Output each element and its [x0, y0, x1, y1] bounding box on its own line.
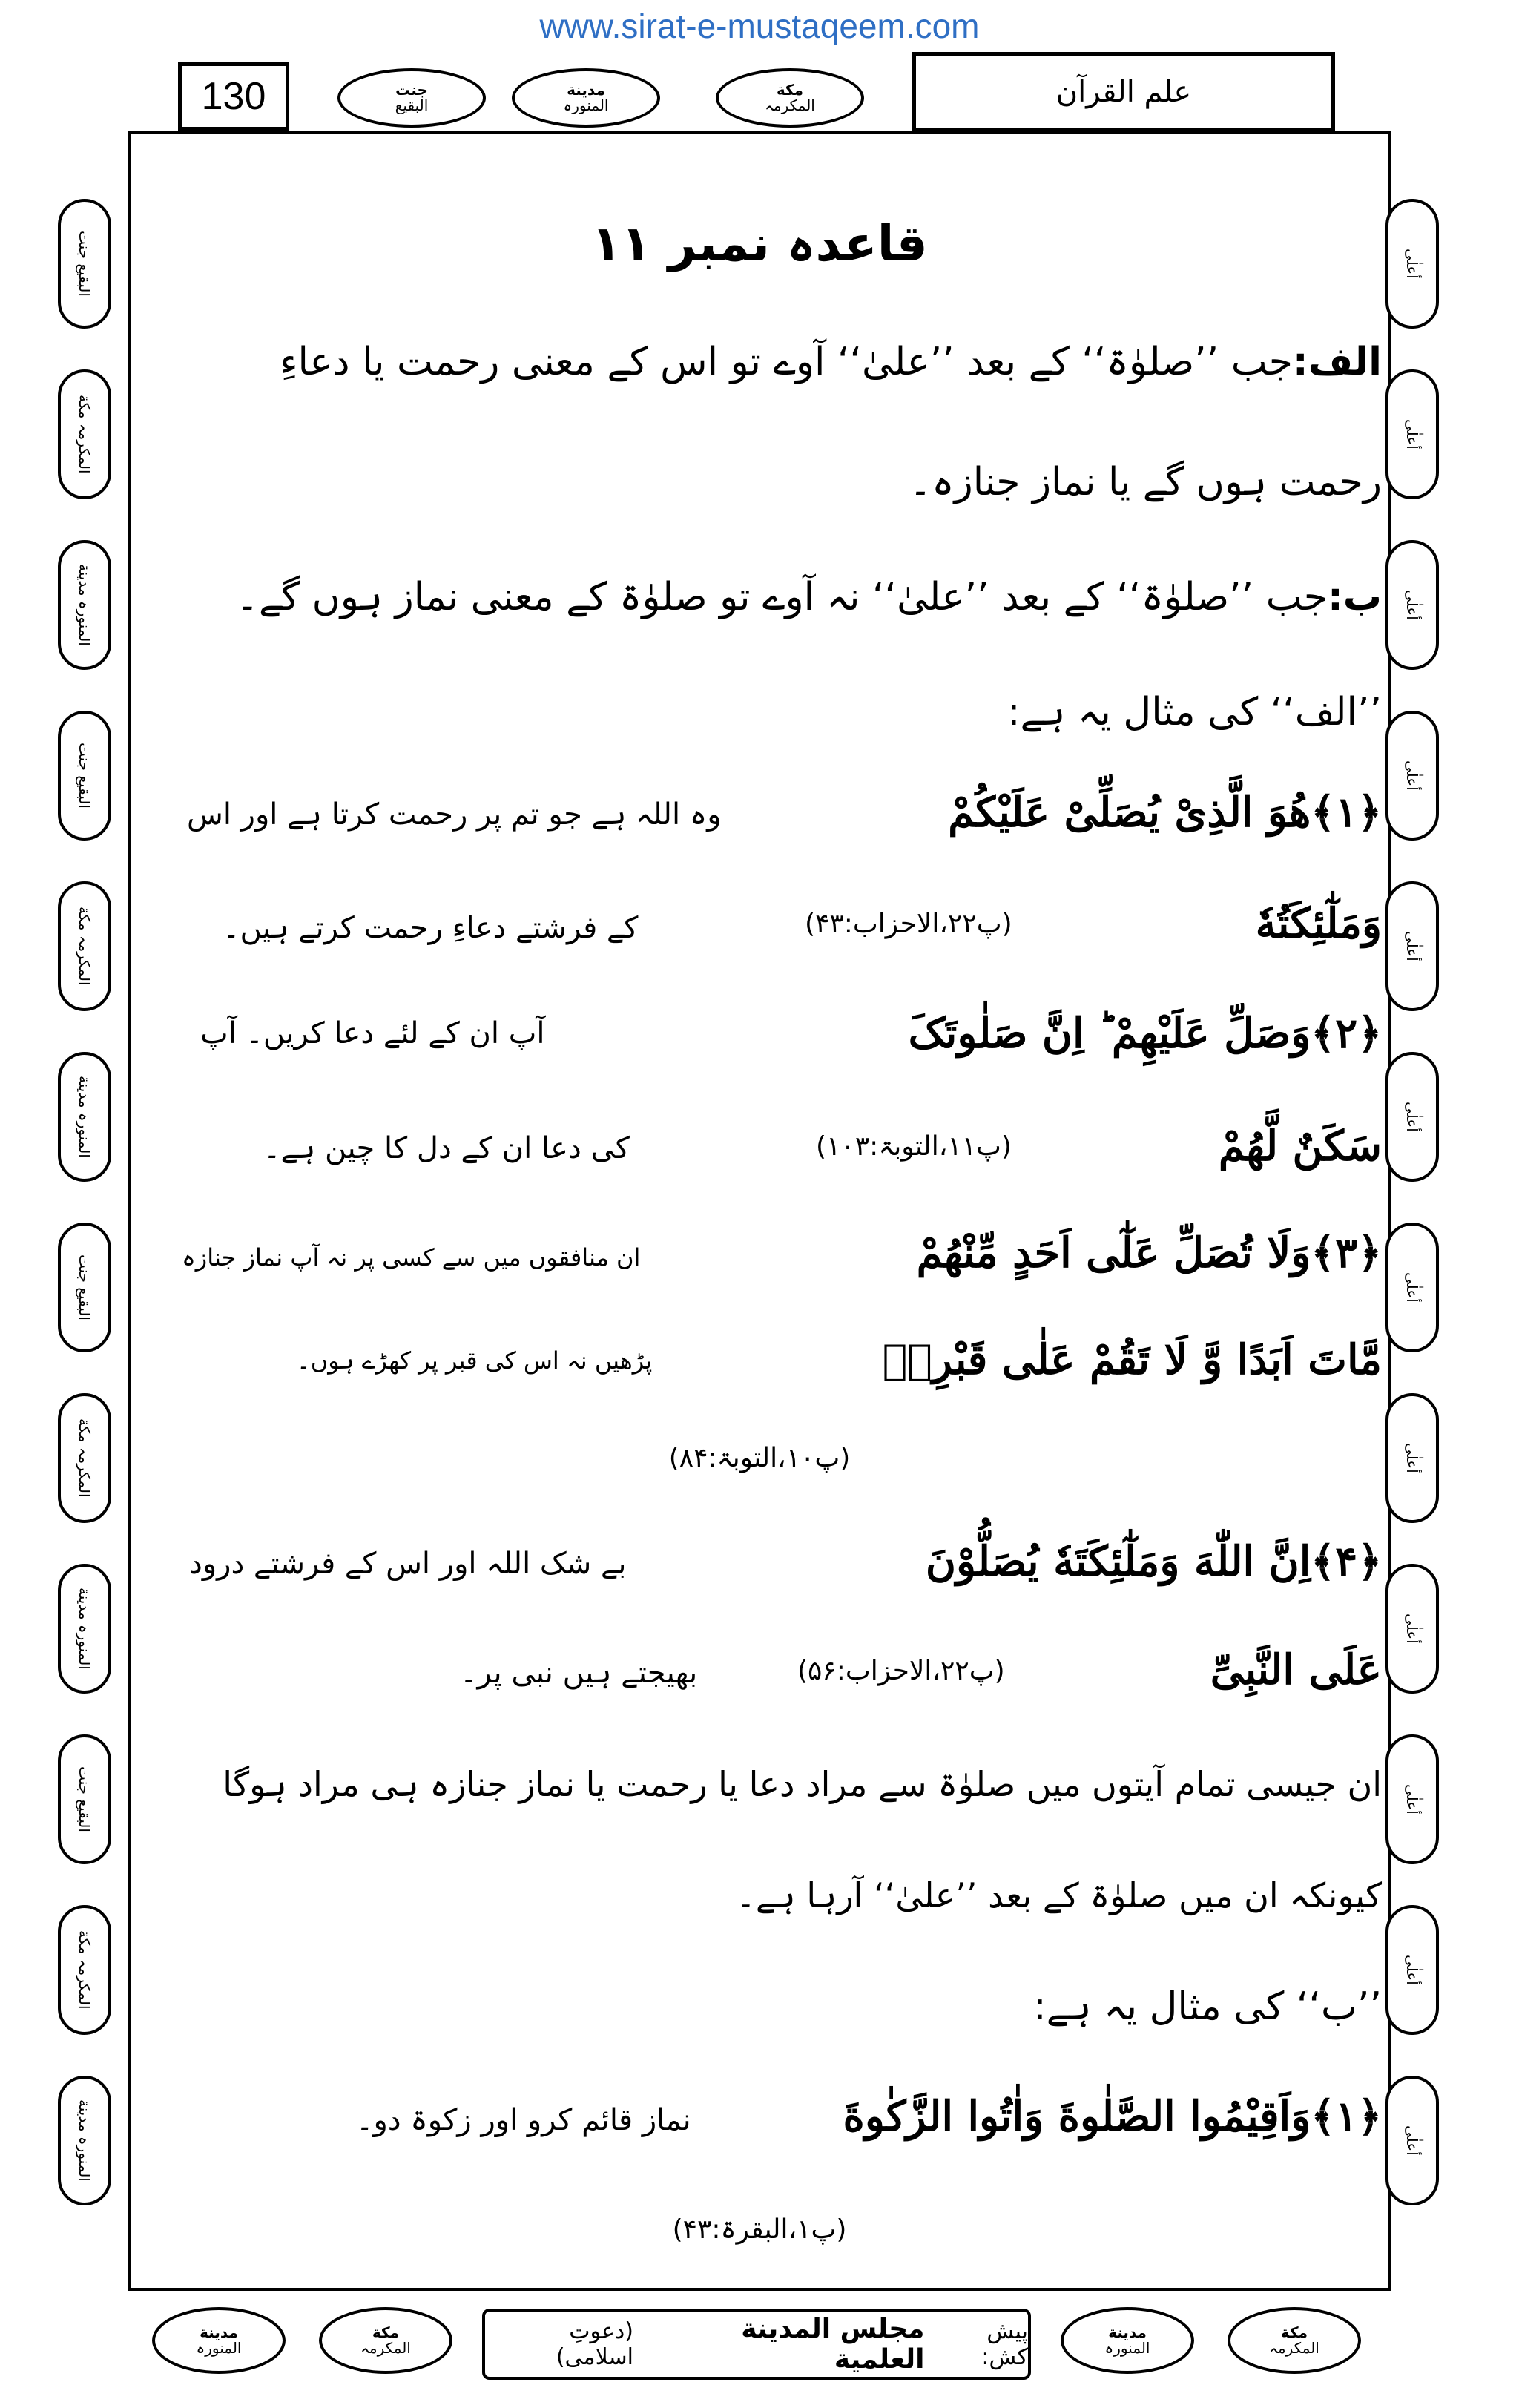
example2-arabic-line2: سَکَنٌ لَّهُمْ	[1218, 1122, 1382, 1171]
badge-line1: مدینة	[567, 81, 605, 99]
side-tab-left	[58, 1223, 111, 1352]
side-tab-label: المنورہ مدینة	[76, 1076, 93, 1158]
example2-translation-line1: آپ ان کے لئے دعا کریں۔ آپ	[200, 1016, 545, 1050]
side-tab-label: أعلٰی	[1403, 1955, 1421, 1985]
side-tab-label: أعلٰی	[1403, 1102, 1421, 1132]
side-tab-label: المنورہ مدینة	[76, 564, 93, 646]
rule-be-line	[236, 575, 1382, 619]
badge-line2: المنورہ	[563, 96, 609, 114]
side-tab-right	[1385, 1223, 1439, 1352]
badge-line1: مدینة	[1108, 2323, 1147, 2341]
rule-heading: قاعدہ نمبر ۱۱	[591, 215, 928, 272]
example5-translation: نماز قائم کرو اور زکوۃ دو۔	[356, 2103, 691, 2137]
rule-be-label: ب:	[1327, 575, 1382, 619]
example3-translation-line2: پڑھیں نہ اس کی قبر پر کھڑے ہوں۔	[297, 1346, 653, 1375]
example4-translation-line2: بھیجتے ہیں نبی پر۔	[460, 1656, 698, 1690]
side-tab-right	[1385, 540, 1439, 670]
side-tab-right	[1385, 2076, 1439, 2205]
example3-reference: (پ۱۰،التوبۃ:۸۴)	[668, 1443, 851, 1473]
side-tab-right	[1385, 1052, 1439, 1182]
side-tab-label: البقیع جنت	[76, 231, 93, 297]
presenter-note: (دعوتِ اسلامی)	[556, 2318, 633, 2370]
badge-line2: المنورہ	[196, 2339, 242, 2357]
example2-reference: (پ۱۱،التوبۃ:۱۰۳)	[816, 1131, 1012, 1162]
rule-alif-line2: رحمت ہوں گے یا نماز جنازہ۔	[909, 460, 1382, 504]
badge-line1: مکة	[776, 81, 804, 99]
presenter-label: پیش کش:	[981, 2318, 1028, 2370]
footer-badge-madina	[152, 2307, 286, 2374]
badge-line2: البقیع	[395, 96, 429, 114]
badge-line1: مدینة	[200, 2323, 238, 2341]
side-tab-label: المکرمہ مکة	[76, 907, 93, 986]
presenter-name: مجلس المدینة العلمیة	[741, 2314, 925, 2375]
badge-line1: جنت	[395, 81, 428, 99]
content-frame	[128, 131, 1391, 2291]
side-tab-right	[1385, 881, 1439, 1011]
side-tab-label: أعلٰی	[1403, 931, 1421, 961]
example4-arabic-line2: عَلَی النَّبِیِّ	[1210, 1645, 1382, 1694]
badge-madina	[512, 68, 660, 128]
side-tab-label: البقیع جنت	[76, 1766, 93, 1832]
side-tab-label: المکرمہ مکة	[76, 1930, 93, 2010]
side-tab-right	[1385, 1905, 1439, 2035]
rule-alif-label: الف:	[1292, 340, 1382, 384]
example4-arabic-line1: ﴿۴﴾اِنَّ اللّٰهَ وَمَلٰٓئِکَتَهٗ یُصَلُّوْنَ	[925, 1537, 1382, 1586]
summary-line1: ان جیسی تمام آیتوں میں صلوٰۃ سے مراد دعا یا رحمت یا نماز جنازہ ہی مراد ہوگا	[223, 1764, 1382, 1804]
side-tab-right	[1385, 1564, 1439, 1694]
example1-reference: (پ۲۲،الاحزاب:۴۳)	[805, 909, 1012, 939]
side-tab-left	[58, 881, 111, 1011]
side-tab-label: أعلٰی	[1403, 2125, 1421, 2156]
page-number: 130	[178, 62, 289, 131]
side-tab-label: أعلٰی	[1403, 1784, 1421, 1815]
side-tab-label: أعلٰی	[1403, 1272, 1421, 1303]
example4-reference: (پ۲۲،الاحزاب:۵۶)	[797, 1656, 1005, 1686]
example5-arabic: ﴿۱﴾وَاَقِیْمُوا الصَّلٰوةَ وَاٰتُوا الزَّکٰوةَ	[843, 2092, 1382, 2141]
example2-translation-line2: کی دعا ان کے دل کا چین ہے۔	[263, 1131, 630, 1165]
example3-translation-line1: ان منافقوں میں سے کسی پر نہ آپ نماز جنازہ	[182, 1243, 641, 1272]
side-tab-left	[58, 369, 111, 499]
badge-line2: المنورہ	[1104, 2339, 1150, 2357]
side-tab-right	[1385, 369, 1439, 499]
badge-makka	[716, 68, 864, 128]
side-tab-left	[58, 2076, 111, 2205]
side-tab-left	[58, 1734, 111, 1864]
side-tab-label: المنورہ مدینة	[76, 1588, 93, 1670]
side-tab-label: أعلٰی	[1403, 760, 1421, 791]
badge-jannat-ul-baqi	[337, 68, 486, 128]
side-tab-label: المنورہ مدینة	[76, 2099, 93, 2182]
alif-example-intro: ’’الف‘‘ کی مثال یہ ہے:	[1006, 690, 1382, 734]
side-tab-left	[58, 1905, 111, 2035]
rule-alif-line1	[280, 340, 1382, 384]
side-tab-left	[58, 540, 111, 670]
example1-translation-line2: کے فرشتے دعاءِ رحمت کرتے ہیں۔	[223, 911, 639, 945]
example3-arabic-line1: ﴿۳﴾وَلَا تُصَلِّ عَلٰٓی اَحَدٍ مِّنْهُمْ	[916, 1228, 1382, 1277]
footer-badge-makka	[319, 2307, 452, 2374]
side-tab-label: المکرمہ مکة	[76, 1418, 93, 1498]
book-title: علم القرآن	[912, 52, 1335, 132]
example4-translation-line1: بے شک اللہ اور اس کے فرشتے درود	[189, 1547, 627, 1581]
side-tab-left	[58, 711, 111, 841]
publisher-box	[482, 2309, 1031, 2380]
example5-reference: (پ۱،البقرۃ:۴۳)	[672, 2214, 847, 2245]
side-tab-label: البقیع جنت	[76, 743, 93, 809]
footer-badge-makka	[1228, 2307, 1361, 2374]
side-tab-label: أعلٰی	[1403, 1613, 1421, 1644]
footer-badge-madina	[1061, 2307, 1194, 2374]
side-tab-right	[1385, 1734, 1439, 1864]
rule-alif-text: جب ’’صلوٰۃ‘‘ کے بعد ’’علیٰ‘‘ آوے تو اس کے معنی رحمت یا دعاءِ	[280, 340, 1293, 384]
side-tab-left	[58, 1052, 111, 1182]
example2-arabic-line1: ﴿۲﴾وَصَلِّ عَلَیْهِمْ ؕ اِنَّ صَلٰوتَکَ	[908, 1009, 1382, 1058]
side-tab-right	[1385, 711, 1439, 841]
badge-line1: مکة	[372, 2323, 400, 2341]
side-tab-label: البقیع جنت	[76, 1254, 93, 1320]
side-tab-label: أعلٰی	[1403, 419, 1421, 450]
be-example-intro: ’’ب‘‘ کی مثال یہ ہے:	[1033, 1984, 1382, 2029]
side-tab-label: المکرمہ مکة	[76, 395, 93, 474]
badge-line2: المکرمہ	[765, 96, 815, 114]
side-tab-left	[58, 1564, 111, 1694]
example1-arabic-line2: وَمَلٰٓئِکَتُهٗ	[1255, 899, 1382, 948]
side-tab-label: أعلٰی	[1403, 249, 1421, 279]
badge-line1: مکة	[1280, 2323, 1308, 2341]
example1-arabic-line1: ﴿۱﴾ھُوَ الَّذِیْ یُصَلِّیْ عَلَیْکُمْ	[948, 788, 1382, 837]
example1-translation-line1: وہ اللہ ہے جو تم پر رحمت کرتا ہے اور اس	[187, 797, 722, 832]
badge-line2: المکرمہ	[1269, 2339, 1319, 2357]
example3-arabic-line2: مَّاتَ اَبَدًا وَّ لَا تَقُمْ عَلٰی قَبْرِهٖ	[882, 1335, 1382, 1384]
side-tab-label: أعلٰی	[1403, 590, 1421, 620]
site-url[interactable]: www.sirat-e-mustaqeem.com	[539, 7, 980, 45]
side-tab-label: أعلٰی	[1403, 1443, 1421, 1473]
rule-be-text: جب ’’صلوٰۃ‘‘ کے بعد ’’علیٰ‘‘ نہ آوے تو صلوٰۃ کے معنی نماز ہوں گے۔	[236, 575, 1328, 619]
badge-line2: المکرمہ	[360, 2339, 411, 2357]
summary-line2: کیونکہ ان میں صلوٰۃ کے بعد ’’علیٰ‘‘ آرہا ہے۔	[735, 1875, 1382, 1915]
